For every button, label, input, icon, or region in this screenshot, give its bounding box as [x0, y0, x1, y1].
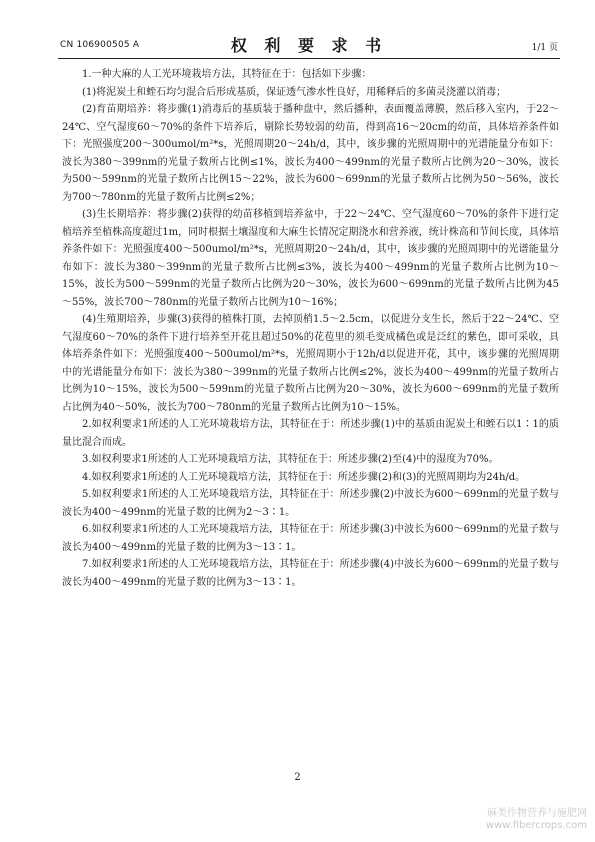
page-number: 2	[294, 772, 301, 783]
watermark	[486, 808, 587, 832]
claim-6: 6.如权利要求1所述的人工光环境栽培方法，其特征在于：所述步骤(3)中波长为600～699nm的光量子数与波长为400～499nm的光量子数的比例为3～13∶1。	[62, 524, 559, 553]
page-reference: 1/1 页	[531, 43, 558, 53]
claim-1-step-4: (4)生殖期培养，步骤(3)获得的植株打顶，去掉顶梢1.5～2.5cm，以促进分支生长，然后于22～24℃、空气湿度60～70%的条件下进行培养至开花且超过50%的花苞里的须毛变成橘色或是泛红的紫色，即可采收，具体培养条件如下：光照强度400～500umol/m²*s，光照周期小于12h/d以促进开花，其中，该步骤的光照周期中的光谱能量分布如下：波长为380～399nm的光量子数所占比例≤2%，波长为400～499nm的光量子数所占比例为10～15%，波长为500～599nm的光量子数所占比例为20～30%，波长为600～699nm的光量子数所占比例为40～50%，波长为700～780nm的光量子数所占比例为10～15%。	[62, 314, 559, 413]
claim-2: 2.如权利要求1所述的人工光环境栽培方法，其特征在于：所述步骤(1)中的基质由泥炭土和蛭石以1∶1的质量比混合而成。	[62, 419, 559, 448]
claim-1-step-2: (2)育苗期培养：将步骤(1)消毒后的基质装于播种盘中，然后播种，表面覆盖薄膜，然后移入室内，于22～24℃、空气湿度60～70%的条件下培养后，剔除长势较弱的幼苗，得到高16～20cm的幼苗，具体培养条件如下：光照强度200～300umol/m²*s，光照周期20～24h/d，其中，该步骤的光照周期中的光谱能量分布如下：波长为380～399nm的光量子数所占比例≤1%，波长为400～499nm的光量子数所占比例为20～30%，波长为500～599nm的光量子数所占比例15～22%，波长为600～699nm的光量子数所占比例为50～56%，波长为700～780nm的光量子数所占比例≤2%；	[62, 104, 559, 203]
claim-3: 3.如权利要求1所述的人工光环境栽培方法，其特征在于：所述步骤(2)至(4)中的湿度为70%。	[82, 454, 499, 465]
watermark-site-name: 麻类作物营养与施肥网	[487, 808, 587, 819]
claims-body	[62, 66, 559, 591]
document-title: 权 利 要 求 书	[230, 36, 388, 55]
document-header	[58, 32, 560, 59]
claim-7: 7.如权利要求1所述的人工光环境栽培方法，其特征在于：所述步骤(4)中波长为600～699nm的光量子数与波长为400～499nm的光量子数的比例为3～13∶1。	[62, 559, 559, 588]
claim-5: 5.如权利要求1所述的人工光环境栽培方法，其特征在于：所述步骤(2)中波长为600～699nm的光量子数与波长为400～499nm的光量子数的比例为2～3∶1。	[62, 489, 559, 518]
claim-4: 4.如权利要求1所述的人工光环境栽培方法，其特征在于：所述步骤(2)和(3)的光照周期均为24h/d。	[82, 471, 526, 483]
claim-1-intro: 1.一种大麻的人工光环境栽培方法，其特征在于：包括如下步骤：	[82, 69, 372, 80]
watermark-url: www.fibercrops.com	[485, 820, 587, 831]
claim-1-step-1: (1)将泥炭土和蛭石均匀混合后形成基质，保证透气渗水性良好，用稀释后的多菌灵浇灌以消毒；	[82, 86, 507, 98]
claim-1-step-3: (3)生长期培养：将步骤(2)获得的幼苗移植到培养盆中，于22～24℃、空气湿度60～70%的条件下进行定植培养至植株高度超过1m，同时根据土壤湿度和大麻生长情况定期浇水和营养液，统计株高和节间长度，具体培养条件如下：光照强度400～500umol/m²*s，光照周期20～24h/d，其中，该步骤的光照周期中的光谱能量分布如下：波长为380～399nm的光量子数所占比例≤3%，波长为400～499nm的光量子数所占比例为10～15%，波长为500～599nm的光量子数所占比例为20～30%，波长为600～699nm的光量子数所占比例为45～55%，波长700～780nm的光量子数所占比例为10～16%；	[62, 209, 559, 308]
publication-number: CN 106900505 A	[60, 40, 140, 50]
